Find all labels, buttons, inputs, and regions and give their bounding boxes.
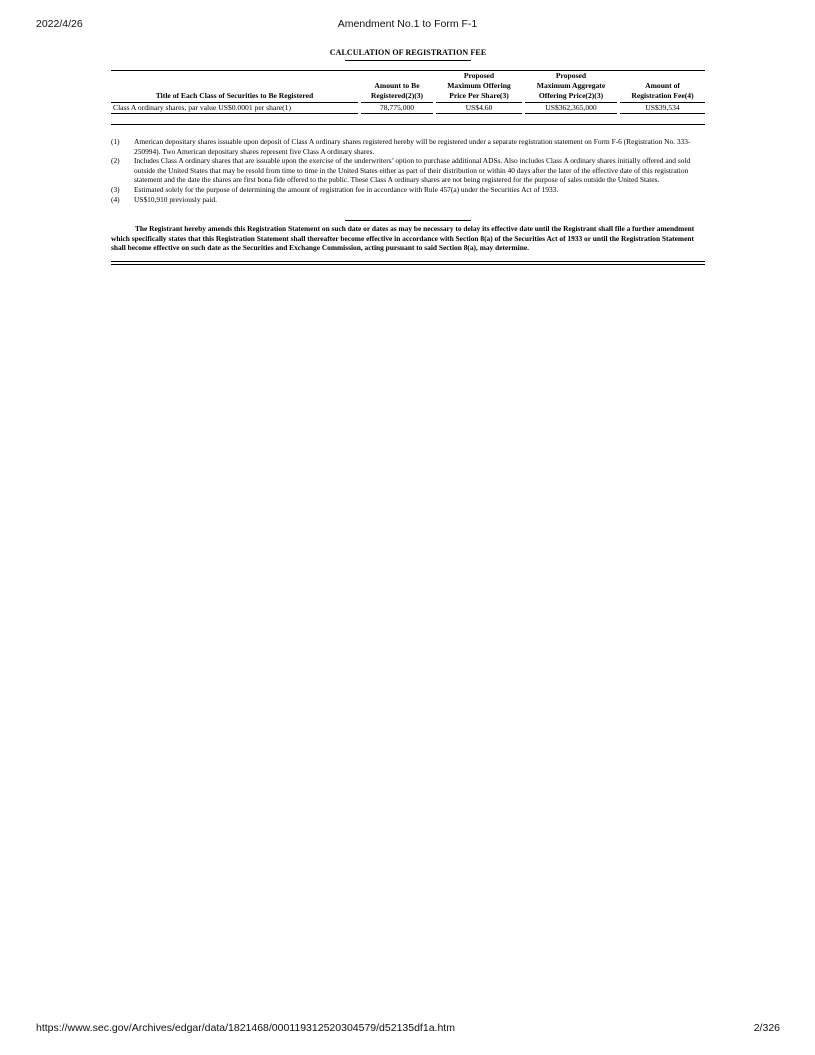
legend-rule [345, 220, 471, 221]
footnote-text: Includes Class A ordinary shares that are issuable upon the exercise of the underwriters’ option to purchase additional ADSs. Also includes Class A ordinary shares initially offered and sold outside the United States that may be resold from time to time in the United States either as part of their distribution or within 40 days after the later of the effective date of this registration statement and the date the shares are first bona fide offered to the public. These Class A ordinary shares are not being registered for the purpose of sales outside the United States. [134, 156, 691, 185]
footnotes [111, 137, 705, 204]
document-title: CALCULATION OF REGISTRATION FEE [329, 48, 487, 57]
document-body [111, 47, 705, 265]
print-footer [0, 1022, 815, 1036]
header-aggregate: Proposed Maximum Aggregate Offering Price(2)(3) [525, 71, 617, 103]
cell-fee: US$39,534 [620, 103, 705, 114]
fee-table-section [111, 70, 705, 125]
cell-amount: 78,775,000 [361, 103, 433, 114]
page-number: 2/326 [753, 1022, 780, 1034]
cell-title: Class A ordinary shares, par value US$0.0001 per share(1) [111, 103, 358, 114]
header-title: Title of Each Class of Securities to Be Registered [111, 71, 358, 103]
footnote-mark: (4) [111, 194, 120, 204]
table-bottom-rule [111, 124, 705, 125]
footnote-item [111, 137, 705, 156]
end-double-rule [111, 261, 705, 265]
table-row [111, 103, 705, 114]
header-price: Proposed Maximum Offering Price Per Share(3) [436, 71, 522, 103]
cell-price: US$4.60 [436, 103, 522, 114]
footnote-mark: (3) [111, 184, 120, 194]
header-fee: Amount of Registration Fee(4) [620, 71, 705, 103]
registration-fee-table [111, 71, 705, 114]
footnote-text: American depositary shares issuable upon deposit of Class A ordinary shares registered hereby will be registered under a separate registration statement on Form F-6 (Registration No. 333-250994). Two American depositary shares represent five Class A ordinary shares. [134, 137, 691, 156]
print-header [0, 18, 815, 32]
footnote-mark: (2) [111, 156, 120, 166]
print-date: 2022/4/26 [36, 18, 83, 30]
title-rule [345, 60, 471, 61]
footnote-text: Estimated solely for the purpose of determining the amount of registration fee in accordance with Rule 457(a) under the Securities Act of 1933. [134, 184, 559, 194]
footnote-item [111, 156, 705, 185]
footnote-text: US$10,910 previously paid. [134, 194, 217, 204]
cell-aggregate: US$362,365,000 [525, 103, 617, 114]
document-url: https://www.sec.gov/Archives/edgar/data/1821468/000119312520304579/d52135df1a.htm [36, 1022, 455, 1034]
footnote-mark: (1) [111, 137, 120, 146]
header-amount: Amount to Be Registered(2)(3) [361, 71, 433, 103]
print-title: Amendment No.1 to Form F-1 [337, 18, 478, 30]
footnote-item [111, 195, 705, 205]
delaying-amendment-legend: The Registrant hereby amends this Registration Statement on such date or dates as may be necessary to delay its effective date until the Registrant shall file a further amendment which specifically states that this Registration Statement shall thereafter become effective in accordance with Section 8(a) of the Securities Act of 1933 or until the Registration Statement shall become effective on such date as the Securities and Exchange Commission, acting pursuant to said Section 8(a), may determine. [111, 224, 695, 253]
footnote-item [111, 185, 705, 195]
table-header-row [111, 71, 705, 103]
